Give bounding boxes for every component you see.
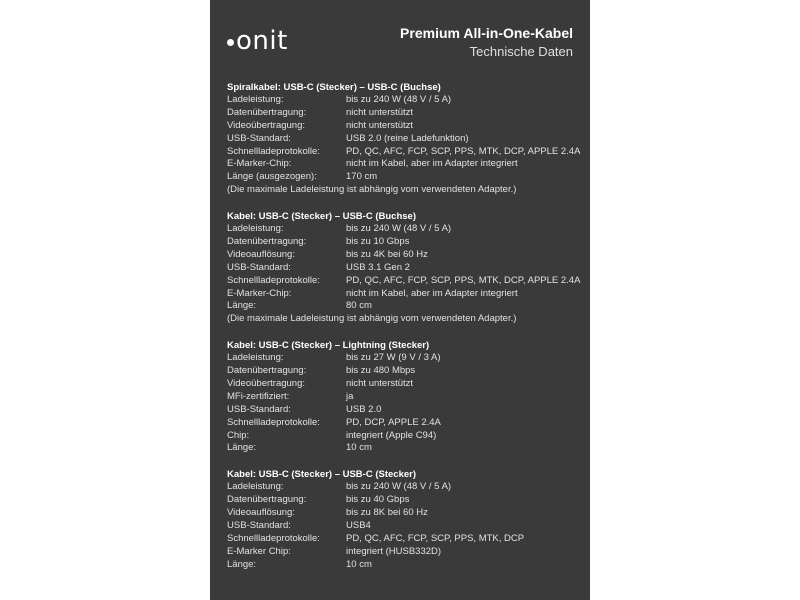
spec-section <box>227 81 587 197</box>
spec-label: Schnellladeprotokolle: <box>227 532 320 544</box>
spec-section <box>227 210 587 326</box>
spec-value: PD, DCP, APPLE 2.4A <box>346 416 441 428</box>
header-subtitle: Technische Daten <box>469 44 573 59</box>
spec-value: USB 2.0 (reine Ladefunktion) <box>346 132 469 144</box>
spec-value: USB 3.1 Gen 2 <box>346 261 410 273</box>
spec-label: Ladeleistung: <box>227 94 284 105</box>
spec-value: nicht im Kabel, aber im Adapter integriert <box>346 158 518 170</box>
spec-row <box>227 146 587 159</box>
section-note: (Die maximale Ladeleistung ist abhängig vom verwendeten Adapter.) <box>227 313 517 325</box>
spec-row <box>227 120 587 133</box>
spec-label: Schnellladeprotokolle: <box>227 416 320 428</box>
spec-row <box>227 442 587 455</box>
spec-label: USB-Standard: <box>227 403 291 415</box>
spec-value: integriert (HUSB332D) <box>346 545 442 557</box>
spec-value: nicht im Kabel, aber im Adapter integriert <box>346 287 518 299</box>
spec-row <box>227 300 587 313</box>
spec-row <box>227 391 587 404</box>
spec-row <box>227 249 587 262</box>
spec-label: Länge (ausgezogen): <box>227 171 317 183</box>
spec-label: Videoauflösung: <box>227 507 295 519</box>
spec-value: bis zu 480 Mbps <box>346 365 416 377</box>
spec-value: 10 cm <box>346 442 372 454</box>
spec-label: Länge: <box>227 300 257 312</box>
spec-label: USB-Standard: <box>227 261 291 273</box>
header-title: Premium All-in-One-Kabel <box>400 25 573 41</box>
spec-value: PD, QC, AFC, FCP, SCP, PPS, MTK, DCP <box>346 532 525 544</box>
spec-label: Videoauflösung: <box>227 248 295 260</box>
section-title: Spiralkabel: USB-C (Stecker) – USB-C (Buchse) <box>227 82 441 93</box>
spec-value: bis zu 27 W (9 V / 3 A) <box>346 352 441 364</box>
spec-value: 80 cm <box>346 300 372 312</box>
brand-logo-text: onit <box>236 26 288 56</box>
spec-label: Datenübertragung: <box>227 494 307 506</box>
spec-row <box>227 520 587 533</box>
spec-section <box>227 468 587 571</box>
spec-label: Videoübertragung: <box>227 119 305 131</box>
spec-section <box>227 339 587 455</box>
spec-label: Ladeleistung: <box>227 223 284 235</box>
spec-label: Schnellladeprotokolle: <box>227 145 320 157</box>
spec-row <box>227 262 587 275</box>
spec-label: Länge: <box>227 442 257 454</box>
spec-value: nicht unterstützt <box>346 106 414 118</box>
spec-row <box>227 481 587 494</box>
spec-row <box>227 236 587 249</box>
spec-row <box>227 107 587 120</box>
spec-value: bis zu 240 W (48 V / 5 A) <box>346 94 452 105</box>
spec-value: bis zu 4K bei 60 Hz <box>346 248 428 260</box>
spec-value: PD, QC, AFC, FCP, SCP, PPS, MTK, DCP, APPLE 2.4A <box>346 145 581 157</box>
brand-logo <box>227 27 288 55</box>
spec-value: integriert (Apple C94) <box>346 429 437 441</box>
spec-row <box>227 378 587 391</box>
spec-label: Ladeleistung: <box>227 352 284 364</box>
spec-label: Chip: <box>227 429 250 441</box>
logo-dot-icon <box>227 39 234 46</box>
section-title: Kabel: USB-C (Stecker) – Lightning (Stecker) <box>227 340 430 352</box>
spec-card <box>210 0 590 600</box>
spec-value: bis zu 10 Gbps <box>346 236 410 248</box>
spec-row <box>227 171 587 184</box>
spec-row <box>227 158 587 171</box>
spec-value: bis zu 8K bei 60 Hz <box>346 507 428 519</box>
spec-row <box>227 546 587 559</box>
spec-label: E-Marker Chip: <box>227 545 291 557</box>
spec-label: Datenübertragung: <box>227 106 307 118</box>
spec-row <box>227 533 587 546</box>
spec-label: Schnellladeprotokolle: <box>227 274 320 286</box>
spec-row <box>227 223 587 236</box>
spec-row <box>227 404 587 417</box>
spec-value: ja <box>346 390 354 402</box>
spec-label: Videoübertragung: <box>227 378 305 390</box>
spec-label: Ladeleistung: <box>227 481 284 493</box>
section-note: (Die maximale Ladeleistung ist abhängig vom verwendeten Adapter.) <box>227 184 517 196</box>
spec-row <box>227 94 587 107</box>
spec-label: E-Marker-Chip: <box>227 158 292 170</box>
spec-value: USB 2.0 <box>346 403 382 415</box>
spec-value: USB4 <box>346 520 371 532</box>
spec-row <box>227 288 587 301</box>
spec-value: nicht unterstützt <box>346 378 414 390</box>
spec-row <box>227 417 587 430</box>
spec-value: PD, QC, AFC, FCP, SCP, PPS, MTK, DCP, APPLE 2.4A <box>346 274 581 286</box>
spec-value: 10 cm <box>346 558 372 570</box>
spec-row <box>227 494 587 507</box>
spec-row <box>227 133 587 146</box>
spec-row <box>227 507 587 520</box>
spec-row <box>227 275 587 288</box>
spec-row <box>227 365 587 378</box>
spec-value: 170 cm <box>346 171 378 183</box>
spec-value: bis zu 240 W (48 V / 5 A) <box>346 223 452 235</box>
spec-label: MFi-zertifiziert: <box>227 390 290 402</box>
spec-row <box>227 559 587 572</box>
spec-label: Datenübertragung: <box>227 365 307 377</box>
spec-label: E-Marker-Chip: <box>227 287 292 299</box>
spec-label: USB-Standard: <box>227 132 291 144</box>
spec-sections <box>227 81 587 585</box>
spec-row <box>227 352 587 365</box>
spec-label: Datenübertragung: <box>227 236 307 248</box>
section-title: Kabel: USB-C (Stecker) – USB-C (Buchse) <box>227 211 416 223</box>
spec-value: bis zu 240 W (48 V / 5 A) <box>346 481 452 493</box>
spec-label: USB-Standard: <box>227 520 291 532</box>
section-title: Kabel: USB-C (Stecker) – USB-C (Stecker) <box>227 469 416 481</box>
spec-row <box>227 430 587 443</box>
spec-label: Länge: <box>227 558 257 570</box>
spec-value: bis zu 40 Gbps <box>346 494 410 506</box>
spec-value: nicht unterstützt <box>346 119 414 131</box>
